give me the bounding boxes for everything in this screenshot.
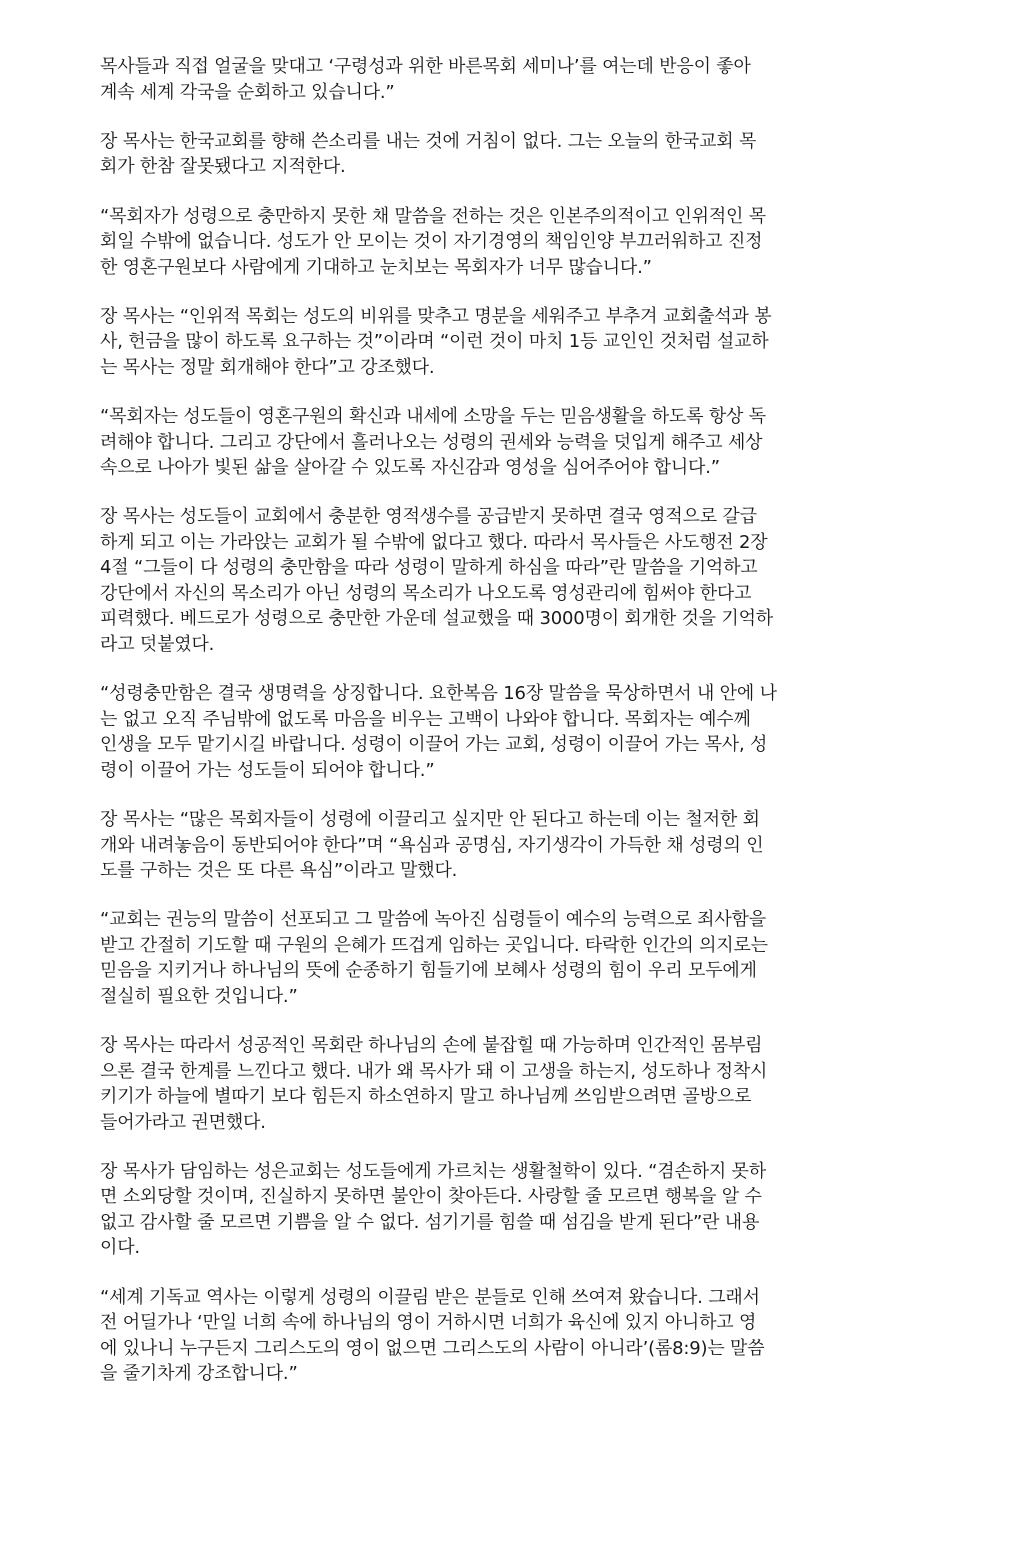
text-line: 믿음을 지키거나 하나님의 뜻에 순종하기 힘들기에 보혜사 성령의 힘이 우리 모두에게 [100, 960, 757, 982]
text-line: 는 없고 오직 주님밖에 없도록 마음을 비우는 고백이 나와야 합니다. 목회자는 예수께 [100, 708, 751, 730]
text-line: 려해야 합니다. 그리고 강단에서 흘러나오는 성령의 권세와 능력을 덧입게 해주고 세상 [100, 431, 763, 453]
text-line: 개와 내려놓음이 동반되어야 한다”며 “욕심과 공명심, 자기생각이 가득한 채 성령의 인 [100, 834, 764, 856]
paragraph [100, 1285, 928, 1387]
text-line: 전 어딜가나 ‘만일 너희 속에 하나님의 영이 거하시면 너희가 육신에 있지 아니하고 영 [100, 1312, 757, 1334]
text-line: 면 소외당할 것이며, 진실하지 못하면 불안이 찾아든다. 사랑할 줄 모르면 행복을 알 수 [100, 1186, 762, 1208]
text-line: 절실히 필요한 것입니다.” [100, 985, 298, 1007]
paragraph [100, 907, 928, 1009]
paragraph [100, 681, 928, 783]
paragraph [100, 54, 928, 105]
text-line: 장 목사는 성도들이 교회에서 충분한 영적생수를 공급받지 못하면 결국 영적으로 갈급 [100, 506, 757, 528]
text-line: 으론 결국 한계를 느낀다고 했다. 내가 왜 목사가 돼 이 고생을 하는지, 성도하나 정착시 [100, 1060, 768, 1082]
text-line: 이다. [100, 1237, 140, 1259]
text-line: “목회자는 성도들이 영혼구원의 확신과 내세에 소망을 두는 믿음생활을 하도록 항상 독 [100, 406, 766, 428]
text-line: 사, 헌금을 많이 하도록 요구하는 것”이라며 “이런 것이 마치 1등 교인인 것처럼 설교하 [100, 331, 769, 353]
text-line: 에 있나니 누구든지 그리스도의 영이 없으면 그리스도의 사람이 아니라’(롬8:9)는 말씀 [100, 1337, 765, 1359]
paragraph [100, 304, 928, 381]
text-line: 속으로 나아가 빛된 삶을 살아갈 수 있도록 자신감과 영성을 심어주어야 합니다.” [100, 457, 720, 479]
text-line: “세계 기독교 역사는 이렇게 성령의 이끌림 받은 분들로 인해 쓰여져 왔습니다. 그래서 [100, 1286, 760, 1308]
text-line: “성령충만함은 결국 생명력을 상징합니다. 요한복음 16장 말씀을 묵상하면서 내 안에 나 [100, 683, 777, 705]
text-line: 없고 감사할 줄 모르면 기쁨을 알 수 없다. 섬기기를 힘쓸 때 섬김을 받게 된다”란 내용 [100, 1211, 760, 1233]
text-line: “목회자가 성령으로 충만하지 못한 채 말씀을 전하는 것은 인본주의적이고 인위적인 목 [100, 205, 766, 227]
paragraph [100, 807, 928, 884]
text-line: 한 영혼구원보다 사람에게 기대하고 눈치보는 목회자가 너무 많습니다.” [100, 256, 652, 278]
text-line: 장 목사는 “많은 목회자들이 성령에 이끌리고 싶지만 안 된다고 하는데 이는 철저한 회 [100, 809, 760, 831]
text-line: 도를 구하는 것은 또 다른 욕심”이라고 말했다. [100, 860, 458, 882]
text-line: 하게 되고 이는 가라앉는 교회가 될 수밖에 없다고 했다. 따라서 목사들은 사도행전 2장 [100, 531, 768, 553]
text-line: 회일 수밖에 없습니다. 성도가 안 모이는 것이 자기경영의 책임인양 부끄러워하고 진정 [100, 231, 763, 253]
text-line: 는 목사는 정말 회개해야 한다”고 강조했다. [100, 356, 435, 378]
text-line: 장 목사는 “인위적 목회는 성도의 비위를 맞추고 명분을 세워주고 부추겨 교회출석과 봉 [100, 305, 772, 327]
text-line: 령이 이끌어 가는 성도들이 되어야 합니다.” [100, 759, 435, 781]
paragraph [100, 504, 928, 657]
text-line: 라고 덧붙였다. [100, 633, 215, 655]
text-line: 받고 간절히 기도할 때 구원의 은혜가 뜨겁게 임하는 곳입니다. 타락한 인간의 의지로는 [100, 934, 768, 956]
text-line: 인생을 모두 맡기시길 바랍니다. 성령이 이끌어 가는 교회, 성령이 이끌어 가는 목사, 성 [100, 734, 768, 756]
text-line: “교회는 권능의 말씀이 선포되고 그 말씀에 녹아진 심령들이 예수의 능력으로 죄사함을 [100, 909, 766, 931]
article-body [100, 54, 928, 1387]
text-line: 들어가라고 권면했다. [100, 1111, 266, 1133]
paragraph [100, 1159, 928, 1261]
text-line: 강단에서 자신의 목소리가 아닌 성령의 목소리가 나오도록 영성관리에 힘써야 한다고 [100, 582, 752, 604]
text-line: 목사들과 직접 얼굴을 맞대고 ‘구령성과 위한 바른목회 세미나’를 여는데 반응이 좋아 [100, 56, 751, 77]
text-line: 피력했다. 베드로가 성령으로 충만한 가운데 설교했을 때 3000명이 회개한 것을 기억하 [100, 608, 773, 630]
paragraph [100, 1033, 928, 1135]
text-line: 을 줄기차게 강조합니다.” [100, 1363, 298, 1385]
text-line: 회가 한참 잘못됐다고 지적한다. [100, 156, 346, 178]
paragraph [100, 204, 928, 281]
text-line: 장 목사가 담임하는 성은교회는 성도들에게 가르치는 생활철학이 있다. “겸손하지 못하 [100, 1160, 766, 1182]
text-line: 장 목사는 한국교회를 향해 쓴소리를 내는 것에 거침이 없다. 그는 오늘의 한국교회 목 [100, 130, 757, 152]
text-line: 계속 세계 각국을 순회하고 있습니다.” [100, 81, 395, 103]
paragraph [100, 404, 928, 481]
text-line: 4절 “그들이 다 성령의 충만함을 따라 성령이 말하게 하심을 따라”란 말씀을 기억하고 [100, 557, 758, 579]
text-line: 키기가 하늘에 별따기 보다 힘든지 하소연하지 말고 하나님께 쓰임받으려면 골방으로 [100, 1086, 752, 1108]
text-line: 장 목사는 따라서 성공적인 목회란 하나님의 손에 붙잡힐 때 가능하며 인간적인 몸부림 [100, 1035, 763, 1057]
paragraph [100, 129, 928, 180]
